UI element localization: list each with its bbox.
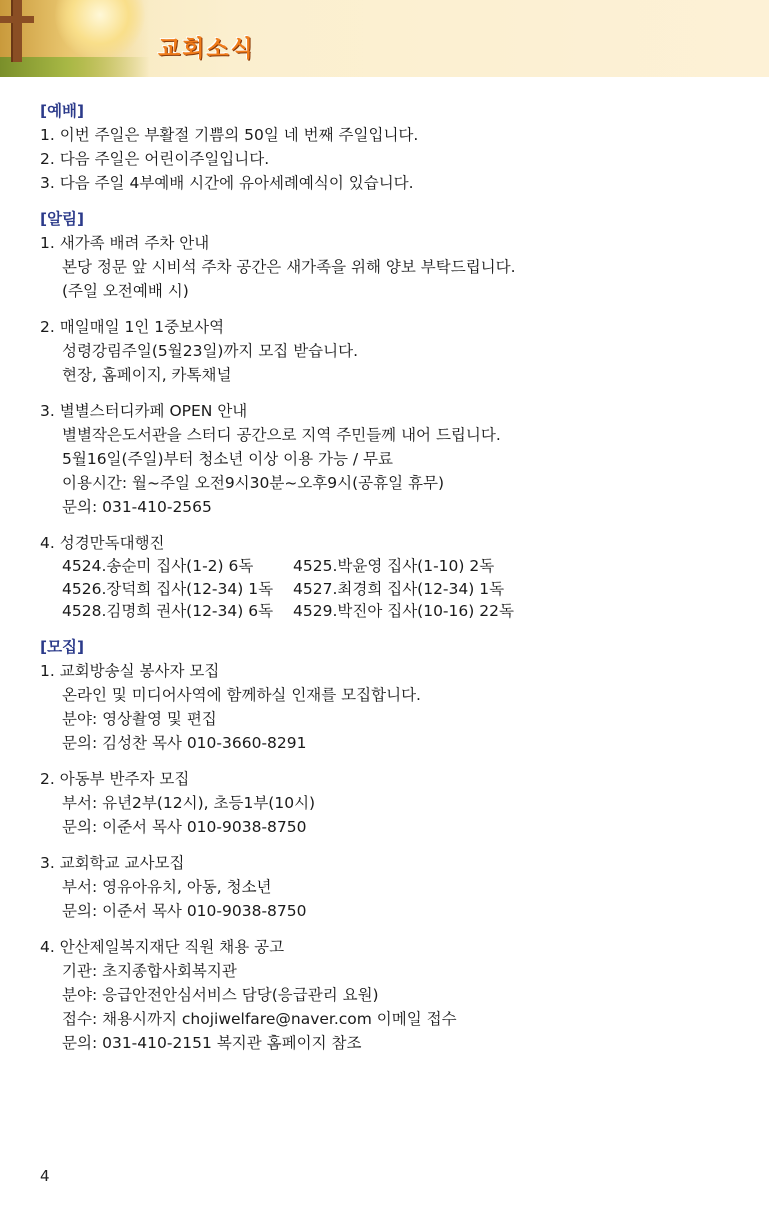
item-detail: (주일 오전예배 시) xyxy=(62,282,189,300)
grass-strip xyxy=(0,57,150,77)
item-detail: 부서: 영유아유치, 아동, 청소년 xyxy=(62,877,272,896)
reader-entry: 4526.장덕희 집사(12-34) 1독 xyxy=(62,579,274,598)
notice-item-intercession xyxy=(40,315,740,387)
item-title: 4. 성경만독대행진 xyxy=(40,534,165,552)
item-detail: 5월16일(주일)부터 청소년 이상 이용 가능 / 무료 xyxy=(62,450,394,468)
item-title: 3. 별별스터디카페 OPEN 안내 xyxy=(40,402,248,420)
section-heading-worship: [예배] xyxy=(40,102,85,120)
worship-line: 3. 다음 주일 4부예배 시간에 유아세례예식이 있습니다. xyxy=(40,174,414,192)
item-detail: 문의: 이준서 목사 010-9038-8750 xyxy=(62,817,307,836)
sun-glow xyxy=(55,0,145,60)
item-detail: 별별작은도서관을 스터디 공간으로 지역 주민들께 내어 드립니다. xyxy=(62,426,501,444)
item-detail: 분야: 영상촬영 및 편집 xyxy=(62,709,217,728)
reader-list xyxy=(40,555,740,623)
notice-item-bible-reading xyxy=(40,531,740,623)
item-title: 2. 매일매일 1인 1중보사역 xyxy=(40,318,225,336)
reader-entry: 4524.송순미 집사(1-2) 6독 xyxy=(62,557,254,575)
item-detail: 문의: 031-410-2151 복지관 홈페이지 참조 xyxy=(62,1033,362,1052)
notice-section xyxy=(40,207,740,623)
item-title: 4. 안산제일복지재단 직원 채용 공고 xyxy=(40,937,285,956)
item-detail: 문의: 이준서 목사 010-9038-8750 xyxy=(62,901,307,920)
recruit-section xyxy=(40,635,740,1055)
header-banner xyxy=(0,0,769,77)
item-detail: 온라인 및 미디어사역에 함께하실 인재를 모집합니다. xyxy=(62,685,421,704)
item-detail: 이용시간: 월~주일 오전9시30분~오후9시(공휴일 휴무) xyxy=(62,474,445,492)
section-heading-notice: [알림] xyxy=(40,210,85,228)
cross-sunset-image xyxy=(0,0,150,77)
item-detail: 분야: 응급안전안심서비스 담당(응급관리 요원) xyxy=(62,985,379,1004)
recruit-item-broadcast xyxy=(40,659,740,755)
item-detail: 문의: 031-410-2565 xyxy=(62,498,212,516)
worship-line: 1. 이번 주일은 부활절 기쁨의 50일 네 번째 주일입니다. xyxy=(40,126,419,144)
item-detail: 현장, 홈페이지, 카톡채널 xyxy=(62,366,232,384)
recruit-item-accompanist xyxy=(40,767,740,839)
item-detail: 문의: 김성찬 목사 010-3660-8291 xyxy=(62,733,307,752)
page-number: 4 xyxy=(40,1167,50,1185)
item-title: 1. 교회방송실 봉사자 모집 xyxy=(40,661,220,680)
bulletin-content xyxy=(40,99,740,1055)
item-detail: 기관: 초지종합사회복지관 xyxy=(62,961,237,980)
item-title: 3. 교회학교 교사모집 xyxy=(40,853,185,872)
item-detail: 성령강림주일(5월23일)까지 모집 받습니다. xyxy=(62,342,359,360)
item-title: 2. 아동부 반주자 모집 xyxy=(40,769,190,788)
item-detail: 접수: 채용시까지 chojiwelfare@naver.com 이메일 접수 xyxy=(62,1009,457,1028)
item-detail: 부서: 유년2부(12시), 초등1부(10시) xyxy=(62,793,316,812)
item-title: 1. 새가족 배려 주차 안내 xyxy=(40,234,210,252)
notice-item-study-cafe xyxy=(40,399,740,519)
reader-entry: 4528.김명희 권사(12-34) 6독 xyxy=(62,602,274,620)
recruit-item-welfare-job xyxy=(40,935,740,1055)
worship-section xyxy=(40,99,740,195)
reader-entry: 4529.박진아 집사(10-16) 22독 xyxy=(293,602,514,620)
reader-entry: 4525.박윤영 집사(1-10) 2독 xyxy=(293,557,495,575)
page-title: 교회소식 xyxy=(158,36,255,62)
notice-item-parking xyxy=(40,231,740,303)
recruit-item-teachers xyxy=(40,851,740,923)
cross-beam xyxy=(0,16,34,23)
cross-icon xyxy=(11,0,22,62)
section-heading-recruit: [모집] xyxy=(40,637,85,656)
reader-entry: 4527.최경희 집사(12-34) 1독 xyxy=(293,579,505,598)
worship-line: 2. 다음 주일은 어린이주일입니다. xyxy=(40,150,270,168)
item-detail: 본당 정문 앞 시비석 주차 공간은 새가족을 위해 양보 부탁드립니다. xyxy=(62,258,516,276)
